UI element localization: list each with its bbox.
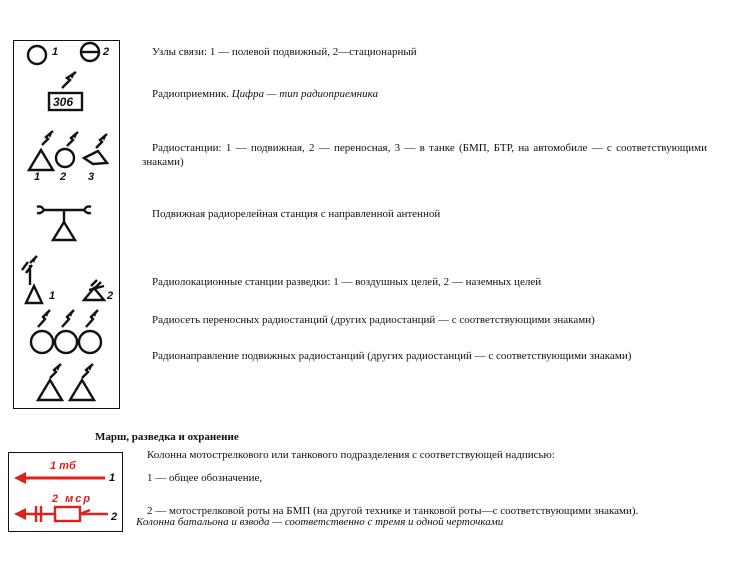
radar1-label: 1: [49, 290, 56, 302]
comm-nodes-text: Узлы связи: 1 — полевой подвижный, 2—стационарный: [152, 46, 417, 58]
field-node-icon: [28, 46, 46, 64]
radio-stations-text: Радиостанции: 1 — подвижная, 2 — переносная, 3 — в танке (БМП, БТР, на автомобиле — с соответствующими знаками): [142, 142, 707, 168]
node2-label: 2: [103, 46, 110, 58]
march-heading: Марш, разведка и охранение: [95, 431, 239, 443]
radio-net-circle-2: [55, 331, 77, 353]
receiver-type-label: 306: [53, 95, 74, 109]
radio3-label: 3: [88, 171, 95, 183]
portable-radio-icon: [56, 149, 74, 167]
node1-label: 1: [52, 46, 59, 58]
arrow2-number: 2: [111, 511, 118, 523]
radar2-label: 2: [107, 290, 114, 302]
column-description: Колонна мотострелкового или танкового подразделения с соответствующей надписью:: [147, 449, 555, 461]
arrow1-label: 1 тб: [50, 460, 76, 472]
relay-station-text: Подвижная радиорелейная станция с направленной антенной: [152, 208, 441, 220]
radio-net-circle-1: [31, 331, 53, 353]
relay-triangle-icon: [53, 222, 75, 240]
radio1-label: 1: [34, 171, 41, 183]
radio-direction-text: Радионаправление подвижных радиостанций (других радиостанций — с соответствующими знаками): [152, 350, 632, 362]
tank-radio-icon: [84, 151, 107, 164]
battalion-designation: Колонна батальона и взвода — соответственно с тремя и одной черточками: [136, 516, 504, 528]
radio-direction-triangle-1: [38, 380, 62, 400]
arrow2-label: 2 мср: [52, 493, 93, 505]
radio-net-circle-3: [79, 331, 101, 353]
radio2-label: 2: [60, 171, 67, 183]
mobile-radio-icon: [29, 150, 53, 170]
company-designation: 2 — мотострелковой роты на БМП (на другой технике и танковой роты—с соответствующими знаками).: [147, 505, 639, 517]
radio-direction-triangle-2: [70, 380, 94, 400]
radar-stations-text: Радиолокационные станции разведки: 1 — воздушных целей, 2 — наземных целей: [152, 276, 542, 288]
arrow1-number: 1: [109, 472, 116, 484]
relay-antenna-icon: [37, 206, 44, 213]
general-designation: 1 — общее обозначение,: [147, 472, 263, 484]
radio-network-text: Радиосеть переносных радиостанций (других радиостанций — с соответствующими знаками): [152, 314, 595, 326]
receiver-text: Радиоприемник. Цифра — тип радиоприемника: [152, 88, 378, 100]
